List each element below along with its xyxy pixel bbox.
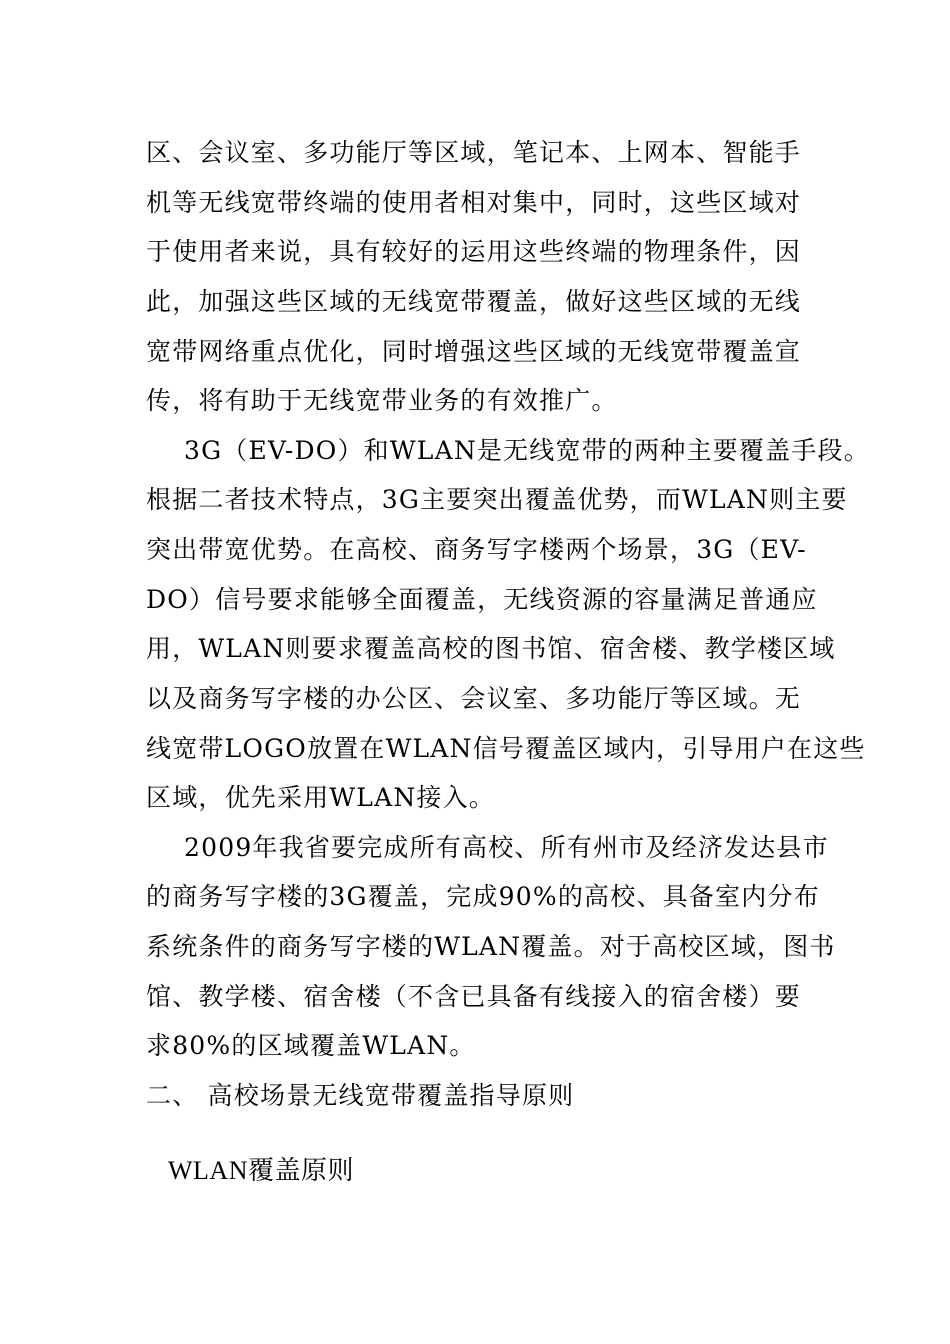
paragraph-line: 根据二者技术特点，3G主要突出覆盖优势，而WLAN则主要 (146, 485, 848, 514)
paragraph-line: 区域，优先采用WLAN接入。 (146, 783, 496, 812)
paragraph-line: 以及商务写字楼的办公区、会议室、多功能厅等区域。无 (146, 684, 802, 713)
sub-heading: WLAN覆盖原则 (168, 1156, 354, 1185)
paragraph-line: 用，WLAN则要求覆盖高校的图书馆、宿舍楼、教学楼区域 (146, 634, 836, 663)
paragraph-line: 于使用者来说，具有较好的运用这些终端的物理条件，因 (146, 237, 802, 266)
paragraph-line: 传，将有助于无线宽带业务的有效推广。 (146, 386, 618, 415)
paragraph-line: 的商务写字楼的3G覆盖，完成90%的高校、具备室内分布 (146, 882, 820, 911)
section-heading: 二、 高校场景无线宽带覆盖指导原则 (146, 1081, 575, 1110)
paragraph-line: 线宽带LOGO放置在WLAN信号覆盖区域内，引导用户在这些 (146, 734, 866, 763)
paragraph-line: 系统条件的商务写字楼的WLAN覆盖。对于高校区域，图书 (146, 932, 836, 961)
paragraph-line: 此，加强这些区域的无线宽带覆盖，做好这些区域的无线 (146, 287, 802, 316)
paragraph-line: 突出带宽优势。在高校、商务写字楼两个场景，3G（EV- (146, 535, 807, 564)
paragraph-line: DO）信号要求能够全面覆盖，无线资源的容量满足普通应 (146, 585, 818, 614)
paragraph-line: 求80%的区域覆盖WLAN。 (146, 1031, 476, 1060)
paragraph-line: 机等无线宽带终端的使用者相对集中，同时，这些区域对 (146, 188, 802, 217)
paragraph-line: 区、会议室、多功能厅等区域，笔记本、上网本、智能手 (146, 138, 802, 167)
paragraph-line: 馆、教学楼、宿舍楼（不含已具备有线接入的宿舍楼）要 (146, 982, 802, 1011)
paragraph-line: 3G（EV-DO）和WLAN是无线宽带的两种主要覆盖手段。 (184, 436, 870, 465)
paragraph-line: 2009年我省要完成所有高校、所有州市及经济发达县市 (184, 833, 829, 862)
paragraph-line: 宽带网络重点优化，同时增强这些区域的无线宽带覆盖宣 (146, 337, 802, 366)
